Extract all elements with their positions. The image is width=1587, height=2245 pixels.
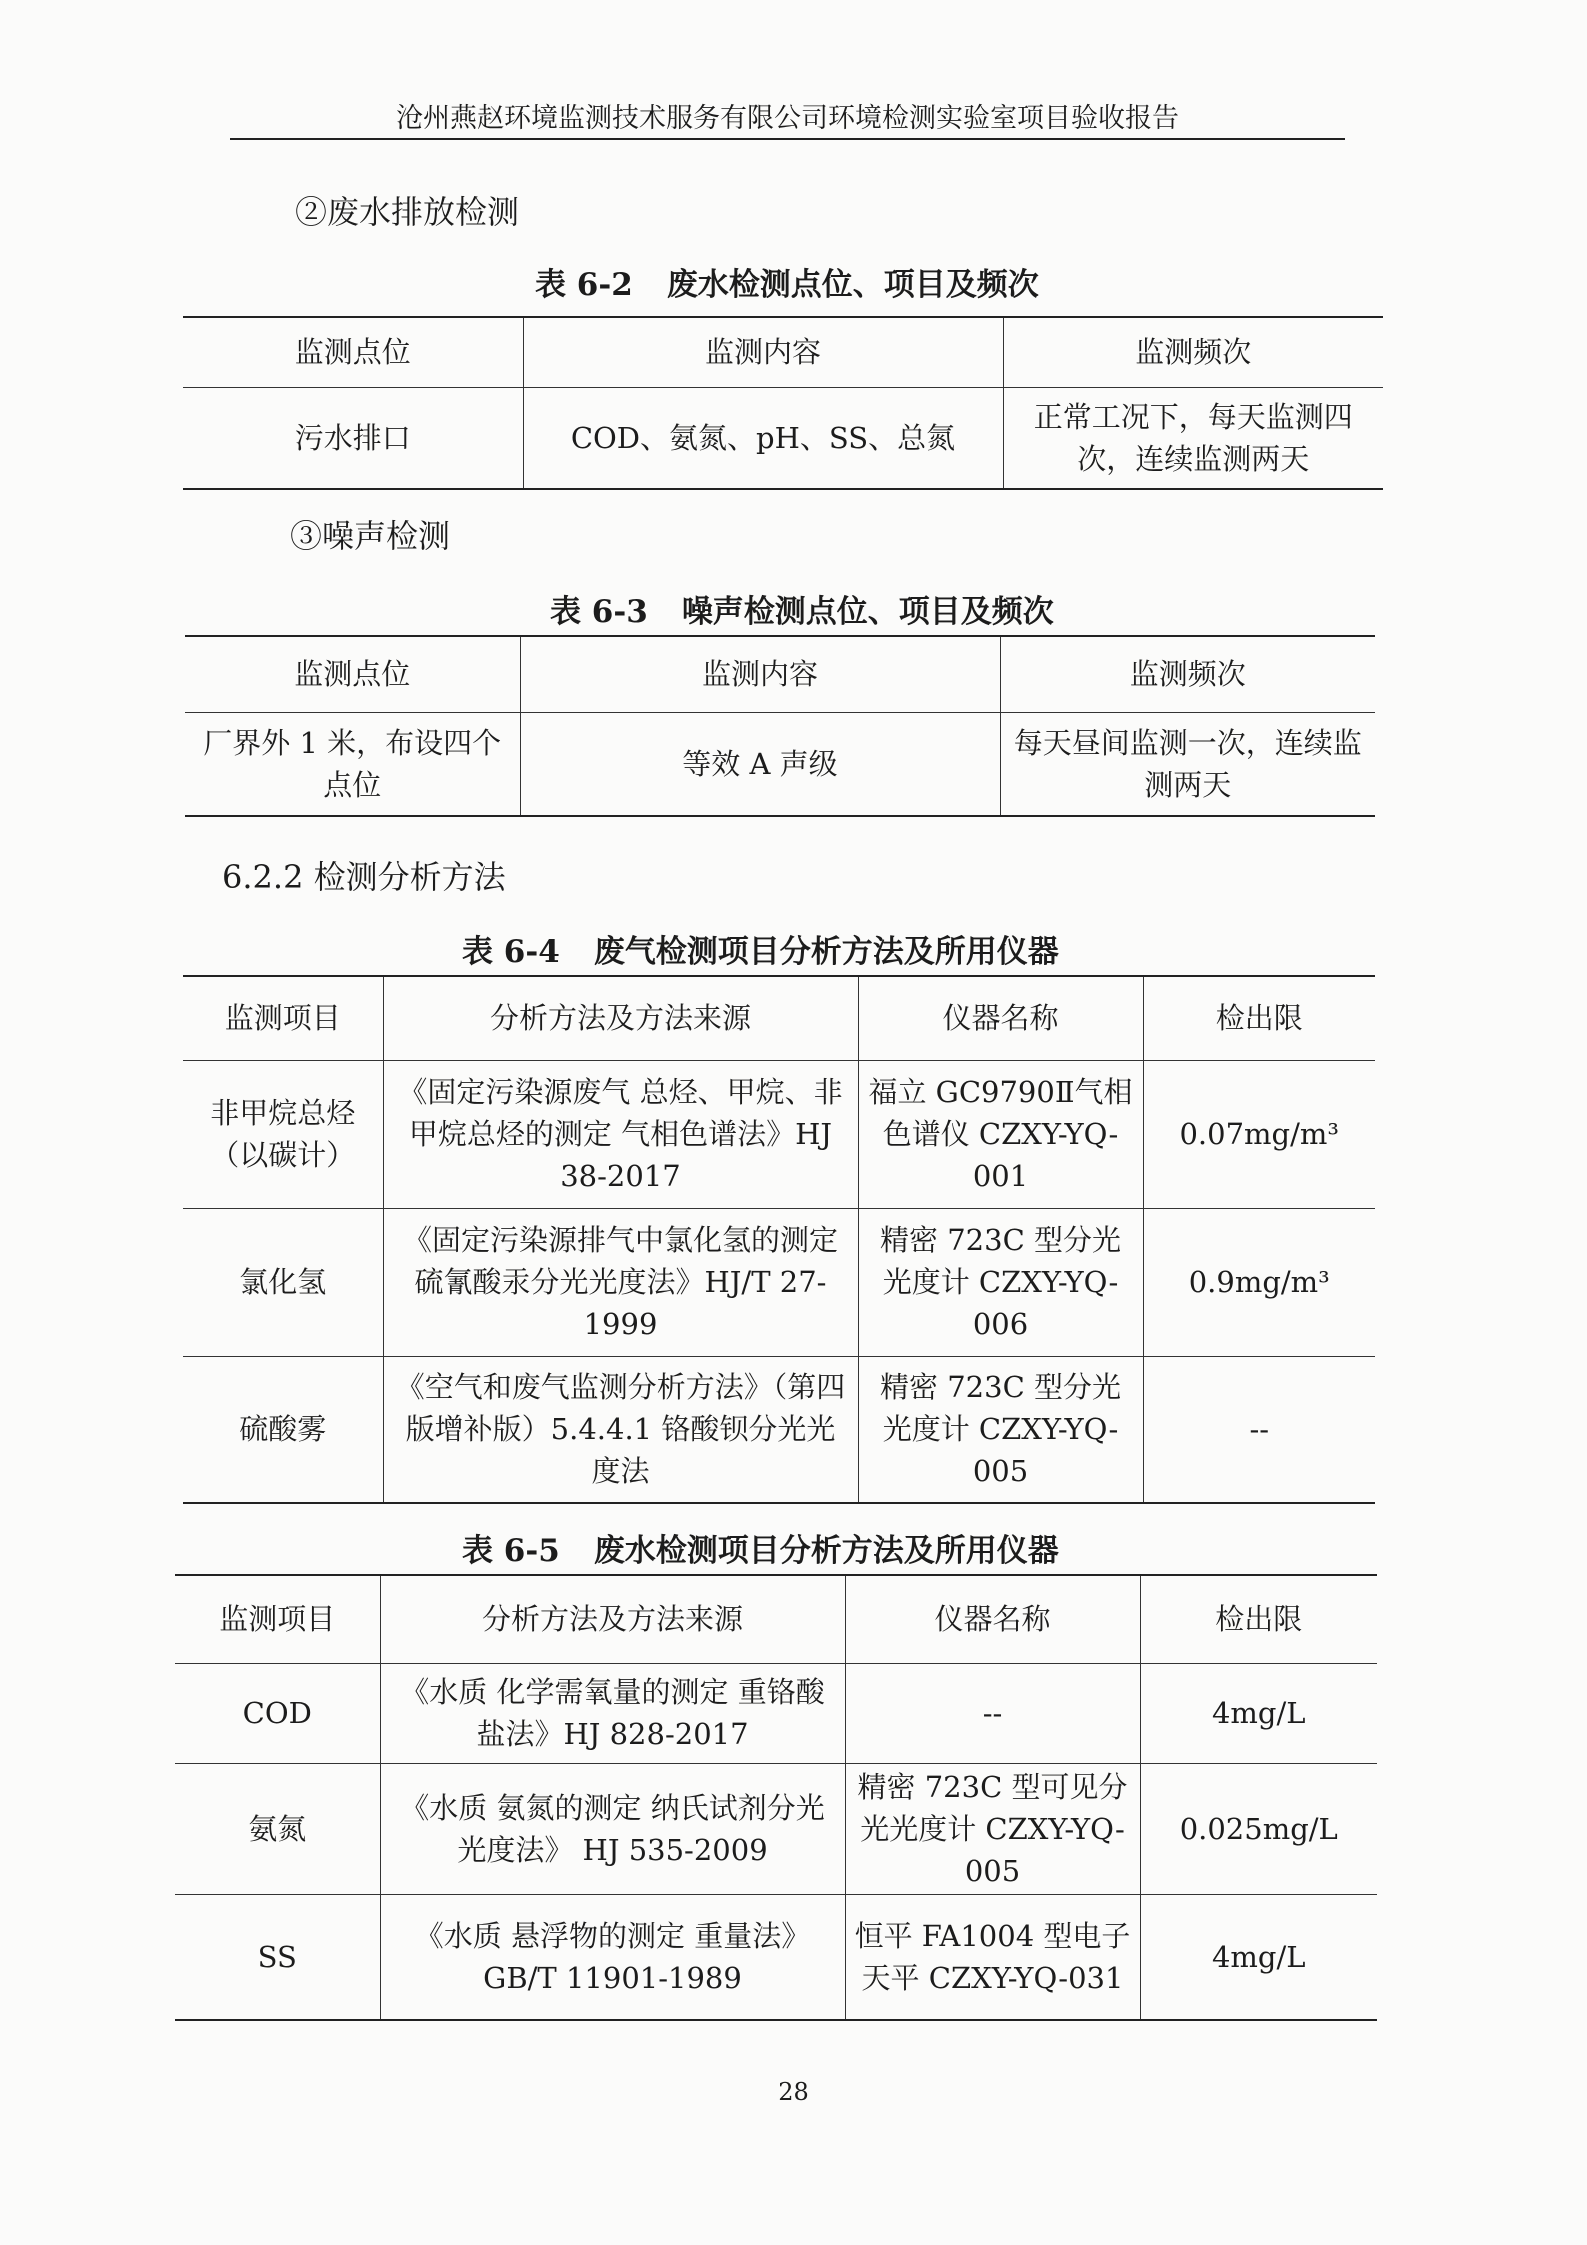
- table-cell: 0.9mg/m³: [1143, 1208, 1375, 1356]
- section-noise-heading: ③噪声检测: [290, 517, 451, 555]
- header-cell: 分析方法及方法来源: [380, 1575, 845, 1663]
- table-6-2-caption: [535, 266, 1039, 304]
- table-6-4-number: 表 6-4: [462, 934, 560, 970]
- table-6-4: [183, 975, 1375, 1504]
- header-divider: [230, 138, 1345, 140]
- table-header-row: [183, 317, 1383, 387]
- table-6-5-number: 表 6-5: [462, 1533, 560, 1569]
- table-cell: 0.07mg/m³: [1143, 1060, 1375, 1208]
- table-6-5-title: 废水检测项目分析方法及所用仪器: [593, 1533, 1059, 1569]
- header-cell: 仪器名称: [845, 1575, 1140, 1663]
- table-cell: 每天昼间监测一次，连续监测两天: [1000, 712, 1375, 816]
- header-cell: 仪器名称: [858, 976, 1143, 1060]
- table-cell: 氯化氢: [183, 1208, 383, 1356]
- table-cell: 《水质 悬浮物的测定 重量法》GB/T 11901-1989: [380, 1894, 845, 2020]
- table-6-5: [175, 1574, 1377, 2021]
- table-6-2-title: 废水检测点位、项目及频次: [666, 267, 1039, 303]
- header-cell: 监测点位: [183, 317, 523, 387]
- table-cell: 4mg/L: [1140, 1663, 1377, 1763]
- table-cell: --: [1143, 1356, 1375, 1503]
- header-cell: 检出限: [1140, 1575, 1377, 1663]
- table-6-3-caption: [550, 593, 1054, 631]
- table-cell: SS: [175, 1894, 380, 2020]
- table-cell: 精密 723C 型分光光度计 CZXY-YQ-005: [858, 1356, 1143, 1503]
- table-cell: 0.025mg/L: [1140, 1763, 1377, 1894]
- table-cell: 福立 GC9790Ⅱ气相色谱仪 CZXY-YQ-001: [858, 1060, 1143, 1208]
- table-cell: 《固定污染源废气 总烃、甲烷、非甲烷总烃的测定 气相色谱法》HJ 38-2017: [383, 1060, 858, 1208]
- header-cell: 监测内容: [520, 636, 1000, 712]
- table-header-row: [183, 976, 1375, 1060]
- table-row: [183, 1208, 1375, 1356]
- header-cell: 监测频次: [1000, 636, 1375, 712]
- header-cell: 监测项目: [175, 1575, 380, 1663]
- table-6-2-number: 表 6-2: [535, 267, 633, 303]
- table-cell: --: [845, 1663, 1140, 1763]
- header-cell: 监测频次: [1003, 317, 1383, 387]
- table-6-2: [183, 316, 1383, 490]
- table-cell: 厂界外 1 米，布设四个点位: [185, 712, 520, 816]
- table-row: [175, 1894, 1377, 2020]
- table-cell: 精密 723C 型分光光度计 CZXY-YQ-006: [858, 1208, 1143, 1356]
- table-row: [185, 712, 1375, 816]
- header-cell: 监测内容: [523, 317, 1003, 387]
- table-6-4-caption: [462, 933, 1059, 971]
- table-cell: 《水质 氨氮的测定 纳氏试剂分光光度法》 HJ 535-2009: [380, 1763, 845, 1894]
- table-header-row: [185, 636, 1375, 712]
- table-6-3-title: 噪声检测点位、项目及频次: [681, 594, 1054, 630]
- table-cell: 精密 723C 型可见分光光度计 CZXY-YQ-005: [845, 1763, 1140, 1894]
- header-cell: 检出限: [1143, 976, 1375, 1060]
- page-header: 沧州燕赵环境监测技术服务有限公司环境检测实验室项目验收报告: [396, 103, 1179, 134]
- table-cell: COD: [175, 1663, 380, 1763]
- table-cell: 正常工况下，每天监测四次，连续监测两天: [1003, 387, 1383, 489]
- table-cell: 氨氮: [175, 1763, 380, 1894]
- table-6-5-caption: [462, 1532, 1059, 1570]
- table-cell: COD、氨氮、pH、SS、总氮: [523, 387, 1003, 489]
- table-cell: 《固定污染源排气中氯化氢的测定 硫氰酸汞分光光度法》HJ/T 27-1999: [383, 1208, 858, 1356]
- table-cell: 《水质 化学需氧量的测定 重铬酸盐法》HJ 828-2017: [380, 1663, 845, 1763]
- table-row: [183, 1356, 1375, 1503]
- table-cell: 4mg/L: [1140, 1894, 1377, 2020]
- table-6-4-title: 废气检测项目分析方法及所用仪器: [593, 934, 1059, 970]
- table-cell: 污水排口: [183, 387, 523, 489]
- table-row: [175, 1763, 1377, 1894]
- table-row: [183, 1060, 1375, 1208]
- table-header-row: [175, 1575, 1377, 1663]
- section-wastewater-heading: ②废水排放检测: [295, 193, 520, 231]
- header-cell: 监测项目: [183, 976, 383, 1060]
- table-6-3: [185, 635, 1375, 817]
- header-cell: 分析方法及方法来源: [383, 976, 858, 1060]
- table-cell: 等效 A 声级: [520, 712, 1000, 816]
- table-cell: 恒平 FA1004 型电子天平 CZXY-YQ-031: [845, 1894, 1140, 2020]
- table-cell: 硫酸雾: [183, 1356, 383, 1503]
- section-methods-heading: 6.2.2 检测分析方法: [222, 858, 506, 896]
- table-6-3-number: 表 6-3: [550, 594, 648, 630]
- page-number: 28: [778, 2078, 809, 2106]
- table-cell: 《空气和废气监测分析方法》（第四版增补版）5.4.4.1 铬酸钡分光光度法: [383, 1356, 858, 1503]
- header-cell: 监测点位: [185, 636, 520, 712]
- table-cell: 非甲烷总烃（以碳计）: [183, 1060, 383, 1208]
- table-row: [175, 1663, 1377, 1763]
- table-row: [183, 387, 1383, 489]
